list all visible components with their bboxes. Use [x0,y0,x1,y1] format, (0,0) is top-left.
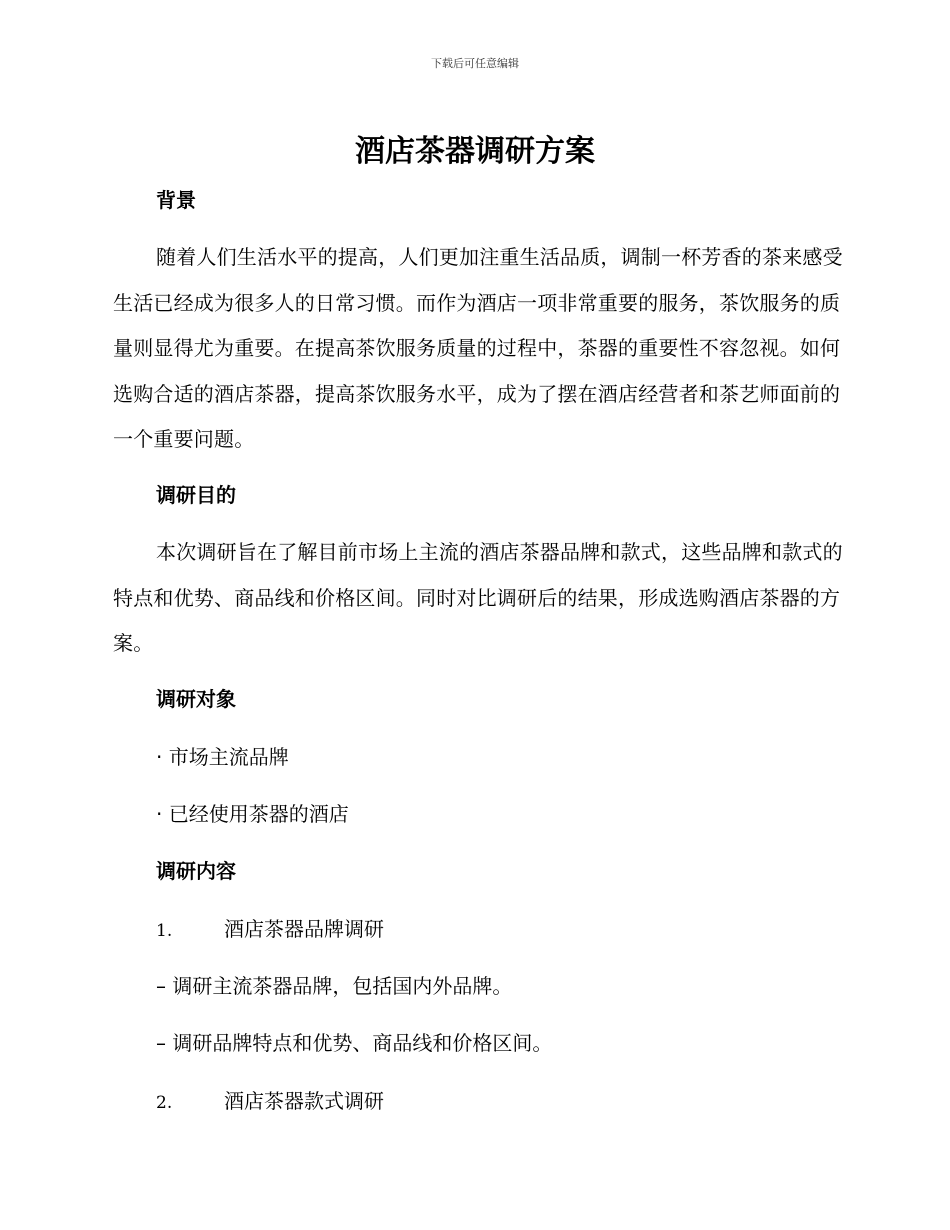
paragraph-purpose: 本次调研旨在了解目前市场上主流的酒店茶器品牌和款式，这些品牌和款式的特点和优势、商品线和价格区间。同时对比调研后的结果，形成选购酒店茶器的方案。 [113,540,843,655]
numbered-item-2 [156,1087,384,1117]
item-label: 酒店茶器款式调研 [224,1089,384,1113]
paragraph-background: 随着人们生活水平的提高，人们更加注重生活品质，调制一杯芳香的茶来感受生活已经成为很多人的日常习惯。而作为酒店一项非常重要的服务，茶饮服务的质量则显得尤为重要。在提高茶饮服务质量的过程中，茶器的重要性不容忽视。如何选购合适的酒店茶器，提高茶饮服务水平，成为了摆在酒店经营者和茶艺师面前的一个重要问题。 [113,245,843,451]
item-number: 1. [156,921,173,941]
section-heading-purpose: 调研目的 [156,483,236,507]
numbered-item-1 [156,915,384,945]
header-note: 下载后可任意编辑 [431,57,519,70]
sub-list-item: – 调研品牌特点和优势、商品线和价格区间。 [156,1031,553,1055]
list-item: · 市场主流品牌 [156,745,289,769]
document-title: 酒店茶器调研方案 [355,134,595,169]
list-item: · 已经使用茶器的酒店 [156,802,349,826]
item-label: 酒店茶器品牌调研 [224,917,384,941]
section-heading-subjects: 调研对象 [156,687,236,711]
item-number: 2. [156,1093,173,1113]
section-heading-background: 背景 [156,188,196,212]
section-heading-content: 调研内容 [156,859,236,883]
sub-list-item: – 调研主流茶器品牌，包括国内外品牌。 [156,974,513,998]
